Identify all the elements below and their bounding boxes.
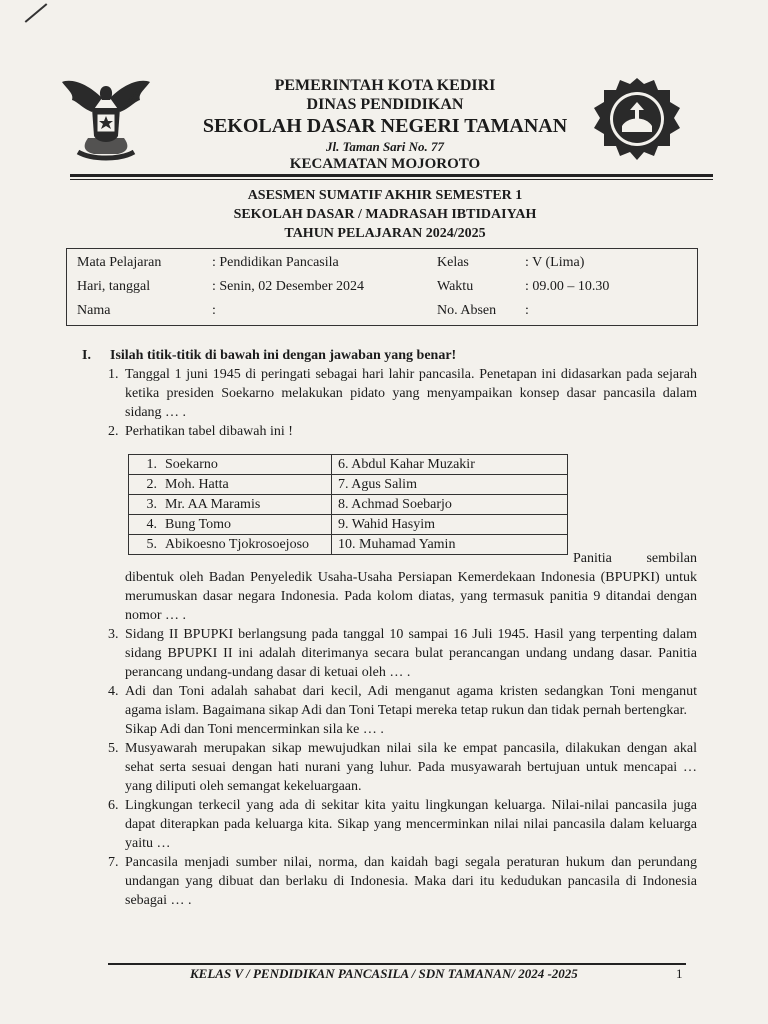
absen-label: No. Absen <box>437 303 497 318</box>
table-cell: 2. Moh. Hatta <box>129 475 332 495</box>
subject-label: Mata Pelajaran <box>77 255 162 270</box>
page-footer: KELAS V / PENDIDIKAN PANCASILA / SDN TAMANAN/ 2024 -2025 <box>190 966 578 981</box>
section-number: I. <box>82 348 91 363</box>
time-value: : 09.00 – 10.30 <box>525 279 610 294</box>
subject-value: : Pendidikan Pancasila <box>212 255 339 270</box>
question-text: Tanggal 1 juni 1945 di peringati sebagai hari lahir pancasila. Penetapan ini didasarkan pada sejarah ketika presiden Soekarno melakukan pidato yang menyampaikan konsep dasar pancasila dalam sidang … . <box>125 367 697 420</box>
date-label: Hari, tanggal <box>77 279 151 294</box>
class-label: Kelas <box>437 255 469 270</box>
school-district: KECAMATAN MOJOROTO <box>289 156 481 172</box>
table-cell: 10. Muhamad Yamin <box>332 535 568 555</box>
letterhead <box>150 78 620 172</box>
exam-title-line2: SEKOLAH DASAR / MADRASAH IBTIDAIYAH <box>233 207 537 222</box>
question-list <box>82 365 697 910</box>
question-item <box>122 365 697 422</box>
exam-title <box>150 186 620 243</box>
letterhead-rule-thick <box>70 174 713 177</box>
question-text-continued: Panitia sembilan dibentuk oleh Badan Penyeledik Usaha-Usaha Persiapan Kemerdekaan Indonesia (BPUPKI) untuk merumuskan dasar negara Indonesia. Pada kolom diatas, yang termasuk panitia 9 ditandai dengan nomor … . <box>125 551 697 623</box>
table-row <box>129 495 568 515</box>
time-label: Waktu <box>437 279 474 294</box>
table-cell: 3. Mr. AA Maramis <box>129 495 332 515</box>
table-row <box>129 535 568 555</box>
table-cell: 4. Bung Tomo <box>129 515 332 535</box>
question-item <box>122 682 697 739</box>
page-number: 1 <box>676 966 683 981</box>
student-info-box <box>66 248 698 326</box>
class-value: : V (Lima) <box>525 255 585 270</box>
table-row <box>129 515 568 535</box>
section-heading <box>82 346 697 365</box>
table-cell: 1. Soekarno <box>129 455 332 475</box>
name-label: Nama <box>77 303 111 318</box>
department-name: DINAS PENDIDIKAN <box>306 96 464 113</box>
question-text: Lingkungan terkecil yang ada di sekitar kita yaitu lingkungan keluarga. Nilai-nilai pancasila juga dapat diterapkan pada keluarga kita. Sikap yang mencerminkan nilai nilai pancasila dalam keluarga yaitu … <box>125 798 697 851</box>
info-row-date <box>67 279 697 301</box>
table-cell: 9. Wahid Hasyim <box>332 515 568 535</box>
section-instruction: Isilah titik-titik di bawah ini dengan jawaban yang benar! <box>110 348 457 363</box>
table-row <box>129 475 568 495</box>
question-text: Musyawarah merupakan sikap mewujudkan nilai sila ke empat pancasila, dilakukan dengan akal sehat serta sesuai dengan hati nurani yang luhur. Pada musyawarah bertujuan untuk mencapai … yang diliputi oleh semangat kekeluargaan. <box>125 741 697 794</box>
question-text: Perhatikan tabel dibawah ini ! <box>125 424 293 439</box>
question-item <box>122 625 697 682</box>
exam-title-line1: ASESMEN SUMATIF AKHIR SEMESTER 1 <box>247 188 523 203</box>
question-text: Pancasila menjadi sumber nilai, norma, dan kaidah bagi segala peraturan hukum dan perundang undangan yang dibuat dan berlaku di Indonesia. Maka dari itu kedudukan pancasila di Indonesia sebagai … . <box>125 855 697 908</box>
letterhead-rule-thin <box>70 179 713 180</box>
footer-rule <box>108 963 686 965</box>
gov-name: PEMERINTAH KOTA KEDIRI <box>274 77 496 94</box>
question-item <box>122 853 697 910</box>
table-cell: 5. Abikoesno Tjokrosoejoso <box>129 535 332 555</box>
info-row-name <box>67 303 697 325</box>
committee-table <box>128 454 568 555</box>
exam-title-line3: TAHUN PELAJARAN 2024/2025 <box>284 226 486 241</box>
absen-field[interactable]: : <box>525 303 529 318</box>
garuda-emblem-icon <box>58 74 154 162</box>
table-cell: 8. Achmad Soebarjo <box>332 495 568 515</box>
question-section <box>82 346 697 910</box>
table-cell: 7. Agus Salim <box>332 475 568 495</box>
school-address: Jl. Taman Sari No. 77 <box>326 139 444 154</box>
question-followup: Sikap Adi dan Toni mencerminkan sila ke … . <box>125 722 384 737</box>
info-row-subject <box>67 255 697 277</box>
question-item <box>122 739 697 796</box>
table-cell: 6. Abdul Kahar Muzakir <box>332 455 568 475</box>
name-field[interactable]: : <box>212 303 216 318</box>
question-item <box>122 796 697 853</box>
pen-mark <box>25 3 48 23</box>
school-name: SEKOLAH DASAR NEGERI TAMANAN <box>202 115 568 137</box>
question-text: Adi dan Toni adalah sahabat dari kecil, Adi menganut agama kristen sedangkan Toni menganut agama islam. Bagaimana sikap Adi dan Toni Tetapi mereka tetap rukun dan tidak pernah bertengkar. <box>125 684 697 718</box>
question-text: Sidang II BPUPKI berlangsung pada tanggal 10 sampai 16 Juli 1945. Hasil yang terpenting dalam sidang BPUPKI II ini adalah diterimanya secara bulat perancangan undang undang dasar. Panitia perancang undang-undang dasar di ketuai oleh … . <box>125 627 697 680</box>
date-value: : Senin, 02 Desember 2024 <box>212 279 365 294</box>
table-row <box>129 455 568 475</box>
